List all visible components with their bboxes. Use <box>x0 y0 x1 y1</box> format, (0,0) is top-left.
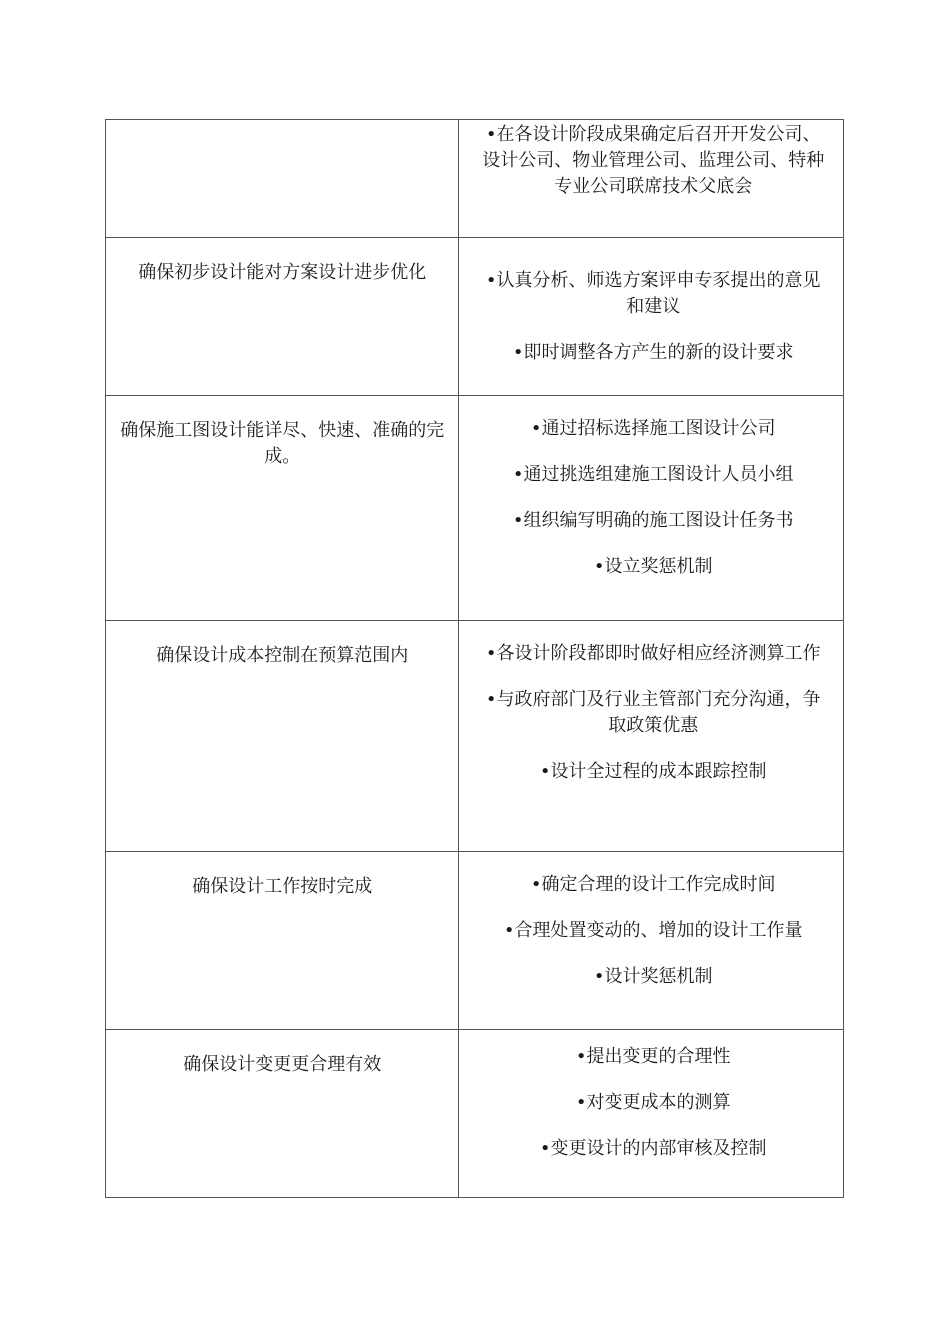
goal-text: 确保初步设计能对方案设计进步优化 <box>138 262 427 283</box>
measure-item: •确定合理的设计工作完成时间 <box>530 874 776 895</box>
measure-item: •通过招标选择施工图设计公司 <box>530 418 776 439</box>
measures-cell <box>459 396 844 621</box>
measure-item: •在各设计阶段成果确定后召开开发公司、设计公司、物业管理公司、监理公司、特种专业公司联席技术父底会 <box>482 124 825 197</box>
measure-item: •设计全过程的成本跟踪控制 <box>539 761 767 782</box>
goal-text: 确保设计变更更合理有效 <box>183 1054 382 1075</box>
measure-item: •通过挑选组建施工图设计人员小组 <box>512 464 794 485</box>
goal-text: 确保设计成本控制在预算范围内 <box>156 645 409 666</box>
goal-cell <box>106 238 459 396</box>
goal-cell <box>106 120 459 238</box>
measure-item: •与政府部门及行业主管部门充分沟通，争取政策优惠 <box>485 689 821 736</box>
design-control-table <box>105 119 844 1198</box>
measure-item: •设立奖惩机制 <box>593 556 713 577</box>
measures-cell <box>459 238 844 396</box>
table-row <box>106 621 844 852</box>
measures-cell <box>459 120 844 238</box>
measure-item: •合理处置变动的、增加的设计工作量 <box>503 920 803 941</box>
measure-item: •变更设计的内部审核及控制 <box>539 1138 767 1159</box>
measure-item: •对变更成本的测算 <box>575 1092 731 1113</box>
table-row <box>106 120 844 238</box>
goal-text: 确保设计工作按时完成 <box>192 876 373 897</box>
table-row <box>106 1030 844 1198</box>
measure-item: •各设计阶段都即时做好相应经济测算工作 <box>485 643 821 664</box>
measure-item: •设计奖惩机制 <box>593 966 713 987</box>
measure-item: •认真分析、师选方案评申专豕提出的意见和建议 <box>485 270 821 317</box>
goal-text: 确保施工图设计能详尽、快速、准确的完成。 <box>120 420 445 467</box>
measure-item: •提出变更的合理性 <box>575 1046 731 1067</box>
goal-cell <box>106 396 459 621</box>
goal-cell <box>106 621 459 852</box>
measure-item: •组织编写明确的施工图设计任务书 <box>512 510 794 531</box>
table-row <box>106 852 844 1030</box>
measure-item: •即时调整各方产生的新的设计要求 <box>512 342 794 363</box>
measures-cell <box>459 621 844 852</box>
table-row <box>106 396 844 621</box>
measures-cell <box>459 852 844 1030</box>
goal-cell <box>106 1030 459 1198</box>
measures-cell <box>459 1030 844 1198</box>
goal-cell <box>106 852 459 1030</box>
table-row <box>106 238 844 396</box>
